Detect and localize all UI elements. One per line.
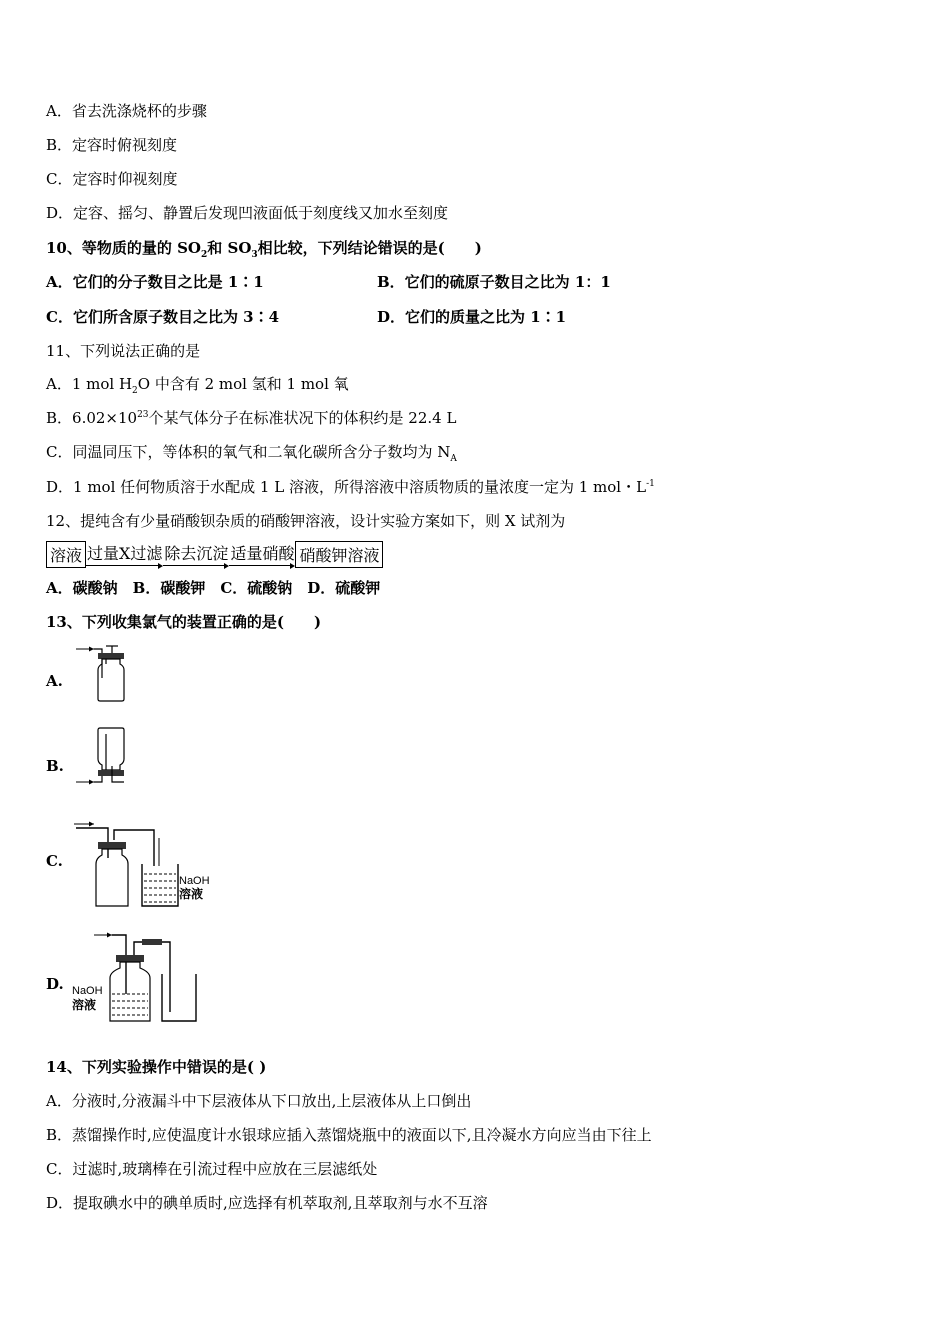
q9-option-d: D．定容、摇匀、静置后发现凹液面低于刻度线又加水至刻度 (46, 204, 449, 222)
apparatus-d-solution-label: 溶液 (72, 998, 97, 1012)
flow-start-box: 溶液 (46, 541, 86, 568)
q10-option-c: C．它们所含原子数目之比为 3∶4 (46, 308, 280, 326)
q11-option-c: C．同温同压下，等体积的氧气和二氧化碳所含分子数均为 $N_A$ (46, 443, 457, 464)
apparatus-b-inverted-bottle-icon (72, 726, 132, 788)
q11-option-a: A．1 mol $H_2O$ 中含有 2 mol 氢和 1 mol 氧 (46, 375, 349, 396)
q10-stem: 10、等物质的量的 $SO_2$和 $SO_3$相比较，下列结论错误的是( ) (46, 239, 482, 260)
q11-option-b: B．$6.02\times 10^{23}$个某气体分子在标准状况下的体积约是 22.4 L (46, 409, 457, 427)
q14-option-d: D．提取碘水中的碘单质时,应选择有机萃取剂,且萃取剂与水不互溶 (46, 1194, 488, 1212)
q10-option-a: A．它们的分子数目之比是 1∶1 (46, 273, 264, 291)
q13-stem: 13、下列收集氯气的装置正确的是( ) (46, 613, 322, 631)
q9-option-a: A．省去洗涤烧杯的步骤 (46, 102, 207, 120)
flow-step-1: 过量X过滤 (86, 541, 163, 568)
q12-options: A．碳酸钠 B．碳酸钾 C．硫酸钠 D．硫酸钾 (46, 579, 381, 597)
q13-label-a: A. (46, 672, 63, 690)
q13-label-d: D. (46, 975, 64, 993)
flow-step-3: 适量硝酸 (229, 541, 295, 568)
apparatus-c-solution-label: 溶液 (179, 887, 204, 901)
flow-step-2: 除去沉淀 (163, 541, 229, 568)
q14-stem: 14、下列实验操作中错误的是( ) (46, 1058, 267, 1076)
q11-stem: 11、下列说法正确的是 (46, 342, 201, 360)
q13-label-b: B. (46, 757, 64, 775)
apparatus-a-bottle-icon (72, 642, 132, 704)
q11-option-d: D．1 mol 任何物质溶于水配成 1 L 溶液，所得溶液中溶质物质的量浓度一定为 1 mol・$L^{-1}$ (46, 478, 655, 496)
q14-option-b: B．蒸馏操作时,应使温度计水银球应插入蒸馏烧瓶中的液面以下,且冷凝水方向应当由下往上 (46, 1126, 652, 1144)
apparatus-d-naoh-label: NaOH (72, 985, 103, 997)
q13-label-c: C. (46, 852, 63, 870)
q10-option-b: B．它们的硫原子数目之比为 1：1 (377, 273, 611, 291)
q14-option-a: A．分液时,分液漏斗中下层液体从下口放出,上层液体从上口倒出 (46, 1092, 472, 1110)
q9-option-c: C．定容时仰视刻度 (46, 170, 178, 188)
q9-option-b: B．定容时俯视刻度 (46, 136, 178, 154)
flow-end-box: 硝酸钾溶液 (295, 541, 383, 568)
apparatus-d-bottle-beaker-icon (72, 928, 222, 1026)
q12-stem: 12、提纯含有少量硝酸钡杂质的硝酸钾溶液，设计实验方案如下，则 X 试剂为 (46, 512, 566, 530)
q14-option-c: C．过滤时,玻璃棒在引流过程中应放在三层滤纸处 (46, 1160, 378, 1178)
q12-flow-diagram (46, 541, 383, 567)
apparatus-c-naoh-label: NaOH (179, 875, 210, 887)
apparatus-c-bottle-beaker-icon (72, 818, 222, 910)
q10-option-d: D．它们的质量之比为 1∶1 (377, 308, 567, 326)
